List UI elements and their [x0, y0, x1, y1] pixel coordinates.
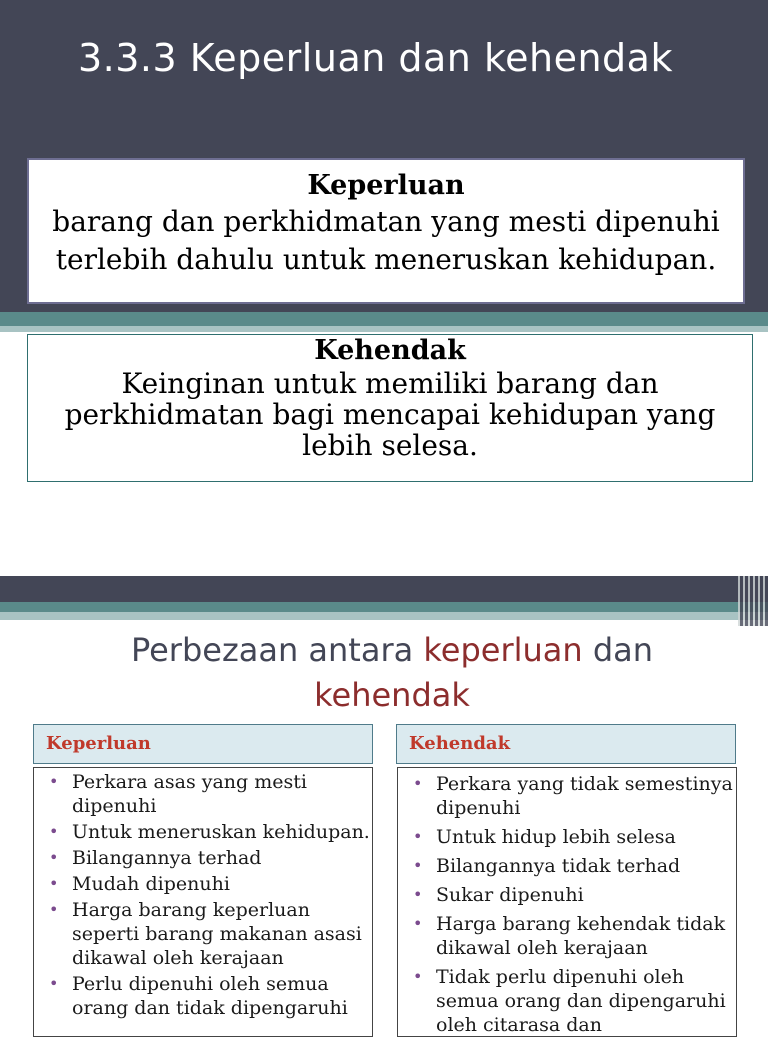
keperluan-line-2: terlebih dahulu untuk meneruskan kehidupan.	[55, 243, 717, 276]
slide1-bottom-band	[0, 312, 768, 326]
title-accent-kehendak: kehendak	[314, 676, 470, 714]
list-item: • Bilangannya terhad	[72, 846, 372, 870]
list-item: • Bilangannya tidak terhad	[436, 854, 736, 878]
slide2-top-bar	[0, 576, 768, 602]
title-text-2: dan	[582, 631, 654, 669]
list-item: • Perkara yang tidak semestinya dipenuhi	[436, 772, 736, 820]
kehendak-list	[398, 768, 736, 1037]
kehendak-line-1: Keinginan untuk memiliki barang dan	[121, 367, 659, 400]
list-item: • Harga barang kehendak tidak dikawal oleh kerajaan	[436, 912, 736, 960]
kehendak-column	[397, 767, 737, 1037]
slide2-title	[0, 628, 768, 718]
keperluan-definition	[29, 203, 743, 279]
keperluan-column-header: Keperluan	[33, 724, 373, 764]
kehendak-line-3: lebih selesa.	[302, 429, 478, 462]
slide2-stripe-decoration	[738, 576, 768, 626]
list-item: • Perkara asas yang mesti dipenuhi	[72, 770, 372, 818]
slide2-band-light	[0, 612, 768, 620]
title-text-1: Perbezaan antara	[130, 631, 424, 669]
slide2-band	[0, 602, 768, 612]
slide1-title: 3.3.3 Keperluan dan kehendak	[78, 36, 673, 80]
kehendak-definition	[28, 368, 752, 461]
title-accent-keperluan: keperluan	[423, 631, 583, 669]
keperluan-heading: Keperluan	[307, 170, 465, 201]
keperluan-list	[34, 768, 372, 1020]
kehendak-column-header: Kehendak	[396, 724, 736, 764]
list-item: • Untuk hidup lebih selesa	[436, 825, 736, 849]
keperluan-line-1: barang dan perkhidmatan yang mesti dipenuhi	[52, 205, 720, 238]
keperluan-definition-box	[27, 158, 745, 304]
keperluan-column	[33, 767, 373, 1037]
list-item: • Tidak perlu dipenuhi oleh semua orang dan dipengaruhi oleh citarasa dan	[436, 965, 736, 1037]
kehendak-line-2: perkhidmatan bagi mencapai kehidupan yang	[64, 398, 716, 431]
list-item: • Perlu dipenuhi oleh semua orang dan tidak dipengaruhi	[72, 972, 372, 1020]
list-item: • Sukar dipenuhi	[436, 883, 736, 907]
slide1-bottom-band-light	[0, 326, 768, 332]
kehendak-definition-box	[27, 334, 753, 482]
list-item: • Untuk meneruskan kehidupan.	[72, 820, 372, 844]
slide2-title-line-1	[0, 628, 768, 673]
kehendak-heading: Kehendak	[314, 335, 466, 366]
list-item: • Mudah dipenuhi	[72, 872, 372, 896]
list-item: • Harga barang keperluan seperti barang makanan asasi dikawal oleh kerajaan	[72, 898, 372, 970]
